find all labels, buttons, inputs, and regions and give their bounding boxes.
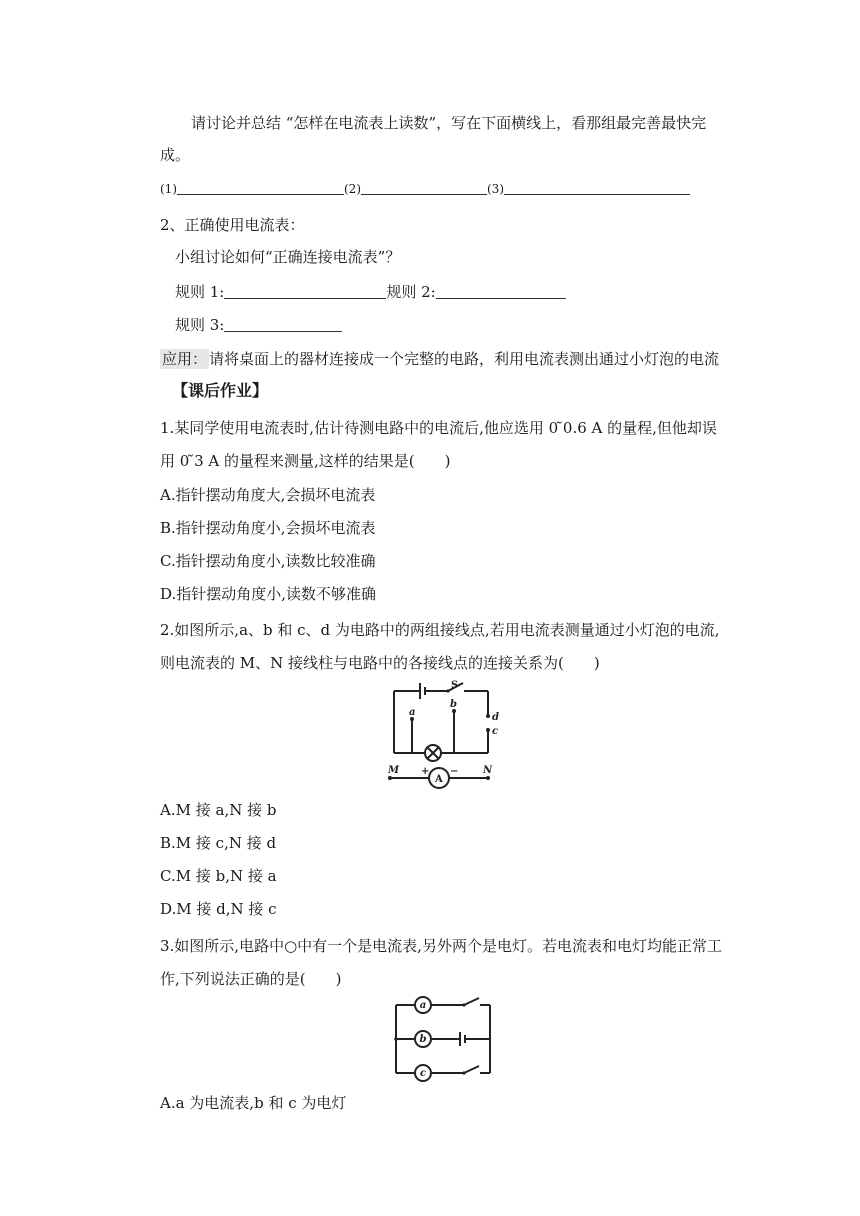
q2-line-1: 2.如图所示,a、b 和 c、d 为电路中的两组接线点,若用电流表测量通过小灯泡的电流,	[160, 621, 720, 639]
rule-3-line[interactable]	[224, 317, 342, 332]
fig2-label-plus: +	[421, 766, 430, 777]
q3-line-2: 作,下列说法正确的是( )	[160, 970, 342, 988]
answer-line-1[interactable]	[177, 180, 344, 195]
fig2-label-d: d	[492, 712, 499, 723]
q2-line-2: 则电流表的 M、N 接线柱与电路中的各接线点的连接关系为( )	[160, 654, 600, 672]
application-label: 应用：	[162, 350, 208, 368]
fig2-label-c: c	[492, 726, 499, 737]
q2-circuit-diagram	[384, 678, 499, 798]
q2-option-d: D.M 接 d,N 接 c	[160, 900, 277, 918]
fig3-label-b: b	[419, 1034, 427, 1045]
q3-option-a: A.a 为电流表,b 和 c 为电灯	[160, 1094, 347, 1112]
application-text: 请将桌面上的器材连接成一个完整的电路，利用电流表测出通过小灯泡的电流	[209, 350, 720, 368]
q1-line-2: 用 0 ̃3 A 的量程来测量,这样的结果是( )	[160, 452, 451, 470]
rules-row-1	[175, 282, 566, 302]
fig2-label-minus: −	[450, 766, 459, 777]
fig2-ammeter-symbol: A	[435, 774, 443, 785]
section-2-question: 小组讨论如何“正确连接电流表”？	[175, 248, 401, 266]
q1-option-d: D.指针摆动角度小,读数不够准确	[160, 585, 377, 603]
fig3-label-c: c	[419, 1068, 427, 1079]
rule-2-label: 规则 2:	[386, 283, 436, 301]
rule-1-label: 规则 1:	[175, 283, 225, 301]
application-line	[160, 349, 719, 369]
q1-option-a: A.指针摆动角度大,会损坏电流表	[160, 486, 376, 504]
q2-option-a: A.M 接 a,N 接 b	[160, 801, 277, 819]
answer-line-2[interactable]	[361, 180, 487, 195]
q1-line-1: 1.某同学使用电流表时,估计待测电路中的电流后,他应选用 0 ̃0.6 A 的量程,但他却误	[160, 419, 717, 437]
q2-option-b: B.M 接 c,N 接 d	[160, 834, 277, 852]
blank-label-3: (3)	[487, 182, 504, 196]
q1-option-c: C.指针摆动角度小,读数比较准确	[160, 552, 376, 570]
answer-line-3[interactable]	[504, 180, 690, 195]
blank-label-1: (1)	[160, 182, 177, 196]
blank-label-2: (2)	[344, 182, 361, 196]
fig2-label-s: S	[451, 680, 459, 691]
intro-line-2: 成。	[160, 146, 191, 164]
q3-circuit-diagram	[386, 993, 496, 1085]
rule-2-line[interactable]	[436, 284, 566, 299]
rule-3-label: 规则 3:	[175, 316, 225, 334]
section-2-heading: 2、正确使用电流表：	[160, 216, 305, 234]
rule-1-line[interactable]	[224, 284, 386, 299]
homework-heading: 【课后作业】	[172, 381, 269, 400]
fig2-label-n: N	[483, 765, 493, 776]
rules-row-2	[175, 315, 342, 335]
intro-line-1: 请讨论并总结 “怎样在电流表上读数”，写在下面横线上，看那组最完善最快完	[191, 114, 707, 132]
q2-option-c: C.M 接 b,N 接 a	[160, 867, 277, 885]
fig2-label-m: M	[388, 765, 400, 776]
fig2-label-b: b	[450, 699, 457, 710]
fig3-label-a: a	[419, 1000, 427, 1011]
fig2-label-a: a	[409, 707, 416, 718]
q3-line-1: 3.如图所示,电路中○中有一个是电流表,另外两个是电灯。若电流表和电灯均能正常工	[160, 937, 722, 955]
q1-option-b: B.指针摆动角度小,会损坏电流表	[160, 519, 376, 537]
answer-blanks	[160, 179, 690, 199]
